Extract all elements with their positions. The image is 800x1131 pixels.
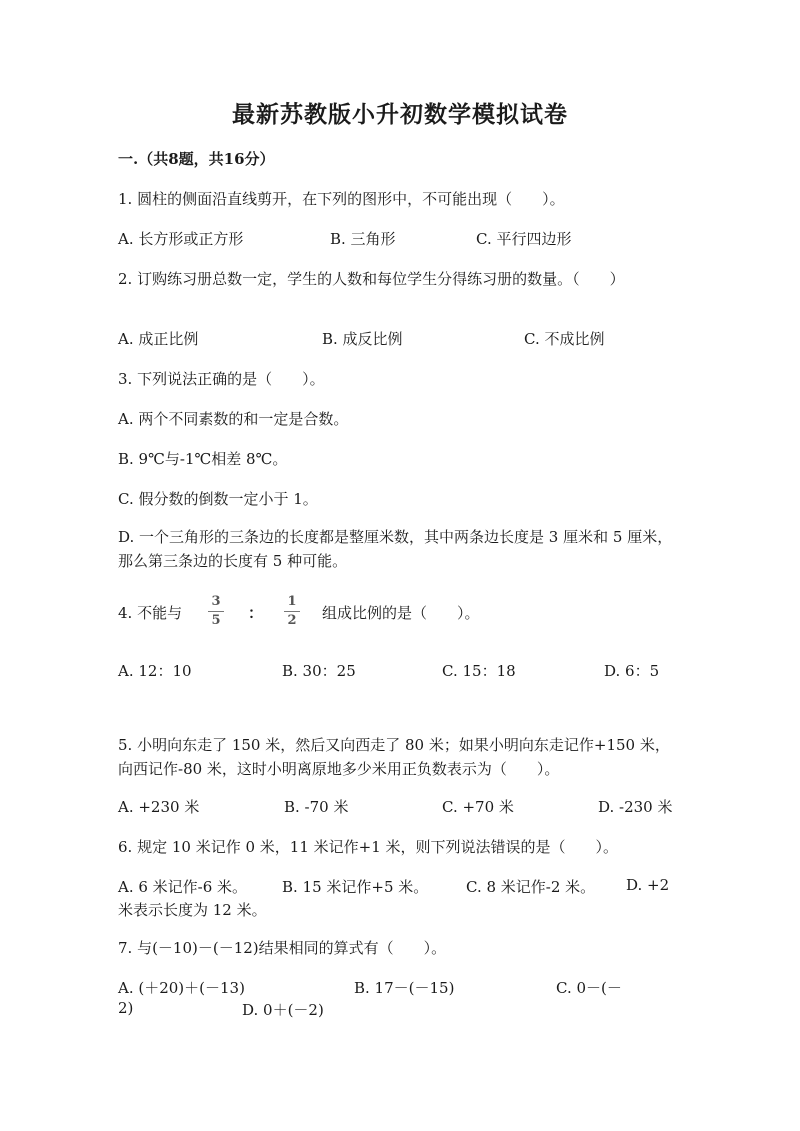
- question-3-option-a: A. 两个不同素数的和一定是合数。: [118, 410, 349, 428]
- ratio-colon: ：: [248, 604, 264, 622]
- question-1-option-c: C. 平行四边形: [476, 230, 572, 248]
- question-7-option-d: D. 0＋(－2): [242, 1001, 324, 1019]
- question-5-option-a: A. +230 米: [118, 798, 200, 816]
- question-6-option-c: C. 8 米记作-2 米。: [466, 878, 596, 896]
- fraction-bar: [208, 611, 224, 612]
- question-3-stem: 3. 下列说法正确的是（ ）。: [118, 370, 325, 388]
- question-1-stem: 1. 圆柱的侧面沿直线剪开，在下列的图形中，不可能出现（ ）。: [118, 190, 565, 208]
- fraction-three-fifths: [208, 594, 224, 629]
- question-5-option-b: B. -70 米: [284, 798, 349, 816]
- question-2-option-b: B. 成反比例: [322, 330, 403, 348]
- question-4-option-c: C. 15：18: [442, 662, 516, 680]
- question-6-option-a: A. 6 米记作-6 米。: [118, 878, 248, 896]
- question-5-stem: 5. 小明向东走了 150 米，然后又向西走了 80 米；如果小明向东走记作+150 米，向西记作-80 米，这时小明离原地多少米用正负数表示为（ ）。: [118, 736, 670, 778]
- fraction-numerator: 1: [287, 594, 297, 609]
- question-7-stem: 7. 与(－10)－(－12)结果相同的算式有（ ）。: [118, 939, 447, 957]
- question-4-option-b: B. 30：25: [282, 662, 356, 680]
- question-6-option-d: D. +2: [626, 876, 670, 894]
- question-3-option-b: B. 9℃与-1℃相差 8℃。: [118, 450, 288, 468]
- question-1-option-b: B. 三角形: [330, 230, 396, 248]
- fraction-denominator: 5: [211, 613, 221, 628]
- question-1-option-a: A. 长方形或正方形: [118, 230, 244, 248]
- fraction-denominator: 2: [287, 613, 297, 628]
- question-6-option-d-continued: 米表示长度为 12 米。: [118, 901, 267, 919]
- question-6-option-b: B. 15 米记作+5 米。: [282, 878, 429, 896]
- question-7-option-a: A. (＋20)＋(－13): [118, 979, 245, 997]
- fraction-numerator: 3: [211, 594, 221, 609]
- question-5-option-d: D. -230 米: [598, 798, 673, 816]
- question-7-option-c: C. 0－(－: [556, 979, 622, 997]
- question-2-stem: 2. 订购练习册总数一定，学生的人数和每位学生分得练习册的数量。（ ）: [118, 270, 625, 288]
- fraction-one-half: [284, 594, 300, 629]
- question-3-option-d: D. 一个三角形的三条边的长度都是整厘米数，其中两条边长度是 3 厘米和 5 厘米，那么第三条边的长度有 5 种可能。: [118, 528, 673, 570]
- page-title: 最新苏教版小升初数学模拟试卷: [232, 101, 568, 128]
- question-6-stem: 6. 规定 10 米记作 0 米，11 米记作+1 米，则下列说法错误的是（ ）。: [118, 838, 619, 856]
- question-3-option-c: C. 假分数的倒数一定小于 1。: [118, 490, 318, 508]
- question-7-option-c-continued: 2): [118, 999, 134, 1017]
- fraction-bar: [284, 611, 300, 612]
- question-2-option-a: A. 成正比例: [118, 330, 199, 348]
- question-7-option-b: B. 17－(－15): [354, 979, 455, 997]
- section-heading: 一.（共8题，共16分）: [118, 150, 275, 168]
- question-4-suffix: 组成比例的是（ ）。: [322, 604, 480, 622]
- question-2-option-c: C. 不成比例: [524, 330, 605, 348]
- question-5-option-c: C. +70 米: [442, 798, 514, 816]
- question-4-option-a: A. 12：10: [118, 662, 192, 680]
- question-4-option-d: D. 6：5: [604, 662, 660, 680]
- question-4-prefix: 4. 不能与: [118, 604, 183, 622]
